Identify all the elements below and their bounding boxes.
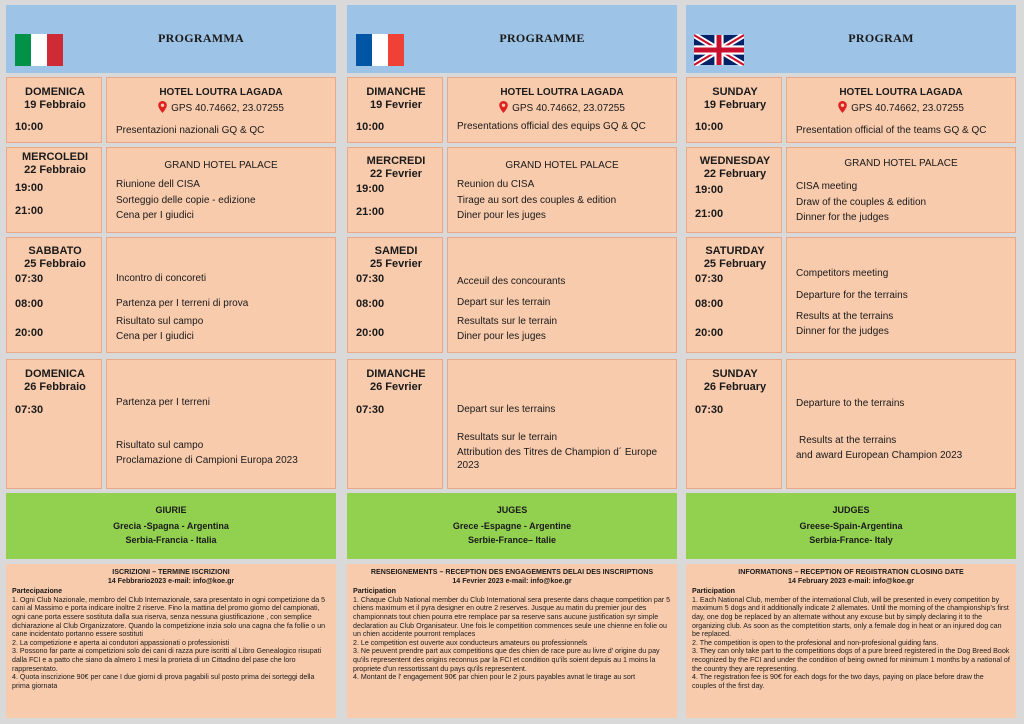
gps-coordinates: GPS 40.74662, 23.07255 [171, 103, 284, 114]
column-english [686, 5, 1016, 718]
day-box [6, 77, 102, 143]
day-box [686, 77, 782, 143]
event-item: Depart sur les terrains [457, 404, 556, 415]
day-box [6, 237, 102, 353]
event-item: Competitors meeting [796, 268, 889, 279]
event-item: Draw of the couples & edition [796, 197, 927, 208]
event-time: 10:00 [356, 121, 385, 133]
day-name: SUNDAY [712, 368, 758, 380]
event-item: Attribution des Titres de Champion d´ Europe 2023 [457, 447, 658, 471]
event-item: Riunione dell CISA [116, 179, 200, 190]
info-paragraph: 1. Each National Club, member of the international Club, will be presented in every competition by maximum 5 dogs and it additionally indicate 2 allemates. Until the morning of the championship's first day, one dog be replaced by an alternate without any excuse but by simply declaring it to the organizing club. As soon as the comptetition starts, only a female dog in heat or an injured dog can be replaced. [692, 595, 1009, 639]
event-item: Depart sur les terrain [457, 297, 551, 308]
event-box [447, 147, 677, 233]
judges-line: Grece -Espagne - Argentine [452, 521, 572, 531]
event-box [786, 359, 1016, 489]
day-name: DOMENICA [25, 368, 85, 380]
hotel-name: HOTEL LOUTRA LAGADA [500, 87, 624, 98]
day-name: SUNDAY [712, 86, 758, 98]
day-name: DIMANCHE [366, 86, 426, 98]
event-box [106, 237, 336, 353]
day-date: 26 February [703, 381, 767, 393]
column-title: PROGRAMMA [157, 31, 244, 45]
judges-title: GIURIE [155, 505, 187, 515]
judges-line: Greese-Spain-Argentina [799, 521, 903, 531]
event-item: Resultats sur le terrain [457, 316, 558, 327]
venue-name: GRAND HOTEL PALACE [164, 160, 278, 171]
event-item: Cena per I giudici [116, 331, 194, 342]
column-title: PROGRAM [848, 31, 914, 45]
info-title: ISCRIZIONI – TERMINE ISCRIZIONI [112, 568, 230, 576]
info-section: Participation [692, 587, 735, 596]
location-pin-icon [158, 101, 167, 113]
location-pin-icon [499, 101, 508, 113]
event-time: 19:00 [695, 184, 724, 196]
day-box [347, 237, 443, 353]
gps-coordinates: GPS 40.74662, 23.07255 [512, 103, 625, 114]
event-box [447, 237, 677, 353]
event-item: Departure for the terrains [796, 290, 908, 301]
event-time: 07:30 [695, 404, 724, 416]
event-item: Reunion du CISA [457, 179, 535, 190]
event-time: 07:30 [15, 273, 44, 285]
event-time: 21:00 [695, 208, 724, 220]
day-date: 19 February [703, 99, 767, 111]
judges-line: Serbia-Francia - Italia [125, 535, 217, 545]
event-item: Resultats sur le terrain [457, 432, 558, 443]
day-date: 26 Fevrier [370, 381, 422, 393]
event-item: Results at the terrains [796, 311, 894, 322]
info-paragraph: 3. Ne peuvent prendre part aux competitions que des chien de race pure au livre d' origine du pay qu'ils representent des origins reconnus par la FCI et condition qu'ils soient depuis au 1 moins la propriete d'un ressortissant du pays qu'ils representent. [353, 647, 660, 673]
event-box [786, 77, 1016, 143]
day-box [686, 359, 782, 489]
event-item: Sorteggio delle copie - edizione [116, 195, 256, 206]
event-box [106, 359, 336, 489]
day-date: 25 Fevrier [370, 258, 422, 270]
day-date: 19 Fevrier [370, 99, 422, 111]
day-box [347, 359, 443, 489]
info-paragraph: 3. Possono far parte ai competizioni solo dei cani di razza pure iscritti al Libro Genealogico risupati dalla FCI e a patto che siano da almero 1 mesi la prorieta di un Cittadino del pase che loro rappresentato. [12, 647, 322, 673]
location-pin-icon [838, 101, 847, 113]
event-item: Proclamazione di Campioni Europa 2023 [116, 455, 298, 466]
event-item: and award European Champion 2023 [796, 450, 963, 461]
event-time: 07:30 [356, 273, 385, 285]
day-date: 25 Febbraio [24, 258, 86, 270]
info-paragraph: 2. The competition is open to the profesional and non-profesional guiding fans. [692, 638, 939, 647]
event-box [447, 77, 677, 143]
hotel-name: HOTEL LOUTRA LAGADA [839, 87, 963, 98]
event-time: 19:00 [356, 183, 385, 195]
judges-title: JUGES [496, 505, 528, 515]
column-title: PROGRAMME [499, 31, 585, 45]
event-time: 19:00 [15, 182, 44, 194]
event-box [106, 77, 336, 143]
event-time: 07:30 [15, 404, 44, 416]
event-item: Diner pour les juges [457, 210, 546, 221]
event-item: Diner pour les juges [457, 331, 546, 342]
day-box [686, 147, 782, 233]
judges-line: Grecia -Spagna - Argentina [113, 521, 229, 531]
info-paragraph: 4. Montant de l' engagement 90€ par chien pour le 2 jours payables avnat le tirage au sort [353, 673, 636, 682]
judges-line: Serbia-France- Italy [809, 535, 893, 545]
event-item: Risultato sul campo [116, 440, 204, 451]
event-box [786, 147, 1016, 233]
event-time: 20:00 [695, 327, 724, 339]
event-time: 08:00 [695, 298, 724, 310]
day-box [686, 237, 782, 353]
day-box [347, 147, 443, 233]
event-item: Results at the terrains [799, 435, 897, 446]
event-box [447, 359, 677, 489]
event-time: 21:00 [15, 205, 44, 217]
event-item: Acceuil des concourants [457, 276, 566, 287]
event-item: Tirage au sort des couples & edition [457, 195, 617, 206]
event-time: 08:00 [356, 298, 385, 310]
event-box [106, 147, 336, 233]
column-header [686, 5, 1016, 73]
event-time: 20:00 [356, 327, 385, 339]
judges-box [347, 493, 677, 559]
day-name: SAMEDI [374, 245, 418, 257]
day-date: 22 Febbraio [24, 164, 86, 176]
column-french [347, 5, 677, 718]
event-time: 07:30 [695, 273, 724, 285]
info-section: Partecipazione [12, 587, 63, 596]
column-header [6, 5, 336, 73]
registration-info [6, 564, 336, 718]
info-title: RENSEIGNEMENTS – RECEPTION DES ENGAGEMENTS DELAI DES INSCRIPTIONS [370, 568, 654, 576]
info-section: Participation [353, 587, 396, 596]
info-paragraph: 2. Le competition est ouverte aux conducteurs amateurs ou professionnels [353, 638, 588, 647]
event-item: Partenza per I terreni [116, 397, 210, 408]
day-box [347, 77, 443, 143]
event-item: Dinner for the judges [796, 212, 889, 223]
day-date: 22 February [703, 168, 767, 180]
info-paragraph: 4. Quota inscrizione 90€ per cane I due giorni di prova pagabili sul posto prima dei sorteggi della prima giornata [12, 673, 315, 690]
day-name: SABBATO [28, 245, 82, 257]
info-paragraph: 2. La competizione e aperta ai condutori appassionati o professionisti [12, 638, 230, 647]
gps-coordinates: GPS 40.74662, 23.07255 [851, 103, 964, 114]
day-name: DIMANCHE [366, 368, 426, 380]
event-item: Presentation official of the teams GQ & QC [796, 125, 987, 136]
event-time: 08:00 [15, 298, 44, 310]
column-header [347, 5, 677, 73]
event-item: Cena per I giudici [116, 210, 194, 221]
venue-name: GRAND HOTEL PALACE [505, 160, 619, 171]
info-subtitle: 14 Fevrier 2023 e-mail: info@koe.gr [452, 576, 572, 585]
gps-line [107, 101, 335, 114]
event-item: Incontro di concoreti [116, 273, 207, 284]
judges-line: Serbie-France– Italie [467, 535, 557, 545]
registration-info [347, 564, 677, 718]
info-paragraph: 1. Ogni Club Nazionale, membro del Club Internazionale, sara presentato in ogni competizione da 5 cani al Massimo e porta indicare inoltre 2 riserve. Fino la mattina del promo giorno del campionati, ogni cane porta essere sostituta dalla sua riserva, senza nessuna giustificazione , con semplice dichiarazione al Club Organizzatore. Quando la competizione inzia solo una cagna che fa follie o un cane incidentato portanno essere sostituti [12, 595, 326, 639]
gps-line [448, 101, 676, 114]
day-name: MERCREDI [366, 155, 426, 167]
hotel-name: HOTEL LOUTRA LAGADA [159, 87, 283, 98]
day-date: 22 Fevrier [370, 168, 422, 180]
info-subtitle: 14 February 2023 e-mail: info@koe.gr [788, 576, 914, 585]
event-time: 07:30 [356, 404, 385, 416]
judges-box [686, 493, 1016, 559]
event-item: Risultato sul campo [116, 316, 204, 327]
event-time: 21:00 [356, 206, 385, 218]
day-date: 25 February [703, 258, 767, 270]
column-italian [6, 5, 336, 718]
info-paragraph: 1. Chaque Club National member du Club International sera presente dans chaque competition par 5 chiens maximum et il pyra designer en outre 2 reserves. Jusque au matin du premier jour des championnats tout chien pourra etre remplace par sa reserve sans aucune justification syr simple declaration au Club Organisateur. Une fois le competition commences seule une chienne en folie ou un chien accidente pourront remplaces [353, 595, 671, 639]
info-title: INFORMATIONS – RECEPTION OF REGISTRATION CLOSING DATE [738, 568, 964, 576]
gps-line [787, 101, 1015, 114]
day-date: 19 Febbraio [24, 99, 86, 111]
info-subtitle: 14 Febbrario2023 e-mail: info@koe.gr [107, 576, 235, 585]
judges-box [6, 493, 336, 559]
venue-name: GRAND HOTEL PALACE [844, 158, 958, 169]
day-box [6, 147, 102, 233]
event-item: CISA meeting [796, 181, 858, 192]
day-date: 26 Febbraio [24, 381, 86, 393]
event-box [786, 237, 1016, 353]
event-item: Presentations official des equips GQ & QC [457, 121, 646, 132]
event-time: 10:00 [695, 121, 724, 133]
event-item: Dinner for the judges [796, 326, 889, 337]
registration-info [686, 564, 1016, 718]
day-name: MERCOLEDI [22, 151, 88, 163]
event-time: 20:00 [15, 327, 44, 339]
day-name: SATURDAY [705, 245, 765, 257]
judges-title: JUDGES [832, 505, 870, 515]
day-name: DOMENICA [25, 86, 85, 98]
day-name: WEDNESDAY [699, 155, 771, 167]
event-time: 10:00 [15, 121, 44, 133]
event-item: Partenza per I terreni di prova [116, 298, 249, 309]
info-paragraph: 4. The registration fee is 90€ for each dogs for the two days, paying on place before draw the couples of the first day. [692, 673, 984, 690]
event-item: Presentazioni nazionali GQ & QC [116, 125, 265, 136]
day-box [6, 359, 102, 489]
event-item: Departure to the terrains [796, 398, 905, 409]
info-paragraph: 3. They can only take part to the competitions dogs of a pure breed registered in the Dog Breed Book recognized by the FCI and under the condition of being owned for minimum 1 months by a national of the country they are representing. [692, 647, 1010, 673]
